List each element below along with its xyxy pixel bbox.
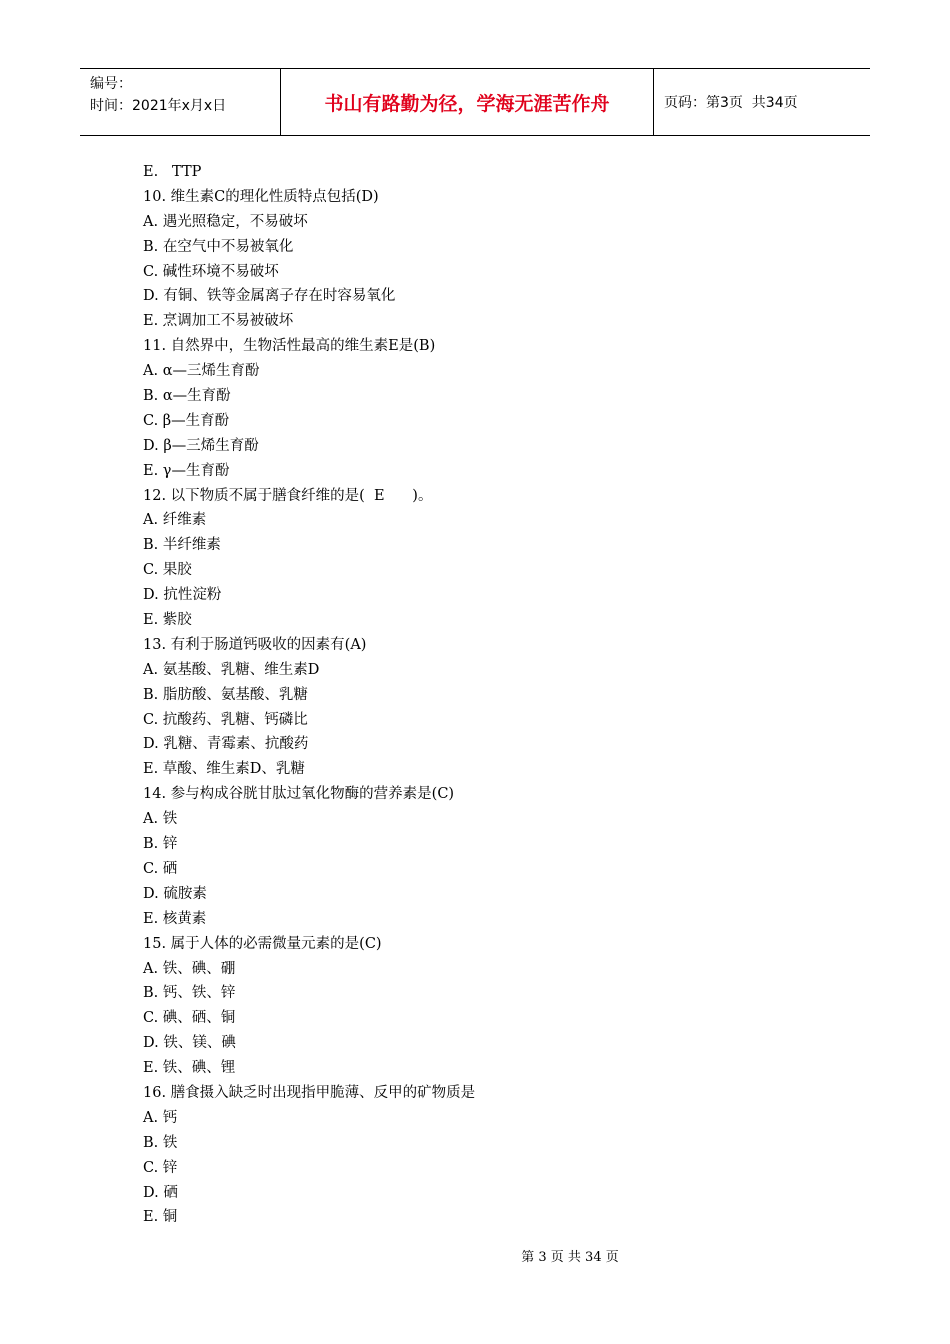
question-list xyxy=(143,160,843,1230)
answer-option: C. 硒 xyxy=(143,860,178,877)
answer-option: D. 抗性淀粉 xyxy=(143,587,222,604)
question-stem: 13. 有利于肠道钙吸收的因素有(A) xyxy=(143,636,367,653)
answer-option: E. 铁、碘、锂 xyxy=(143,1060,236,1077)
header-page-cell xyxy=(654,69,870,135)
answer-option: B. 在空气中不易被氧化 xyxy=(143,238,294,255)
answer-option: C. 锌 xyxy=(143,1159,178,1176)
document-date-label: 时间：2021年x月x日 xyxy=(90,98,227,114)
answer-option: B. α—生育酚 xyxy=(143,388,231,405)
question-stem: 12. 以下物质不属于膳食纤维的是( E )。 xyxy=(143,487,433,504)
question-stem: 16. 膳食摄入缺乏时出现指甲脆薄、反甲的矿物质是 xyxy=(143,1084,476,1101)
answer-option: B. 铁 xyxy=(143,1134,178,1151)
header-motto: 书山有路勤为径，学海无涯苦作舟 xyxy=(324,92,610,115)
question-stem: 15. 属于人体的必需微量元素的是(C) xyxy=(143,935,382,952)
answer-option: B. 锌 xyxy=(143,836,178,853)
answer-option: A. 铁、碘、硼 xyxy=(143,960,236,977)
question-stem: 11. 自然界中，生物活性最高的维生素E是(B) xyxy=(143,338,436,355)
answer-option: D. β—三烯生育酚 xyxy=(143,437,259,454)
header-page-number: 页码：第3页 共34页 xyxy=(664,95,798,111)
answer-option: C. 果胶 xyxy=(143,562,192,579)
answer-option: C. 碱性环境不易破坏 xyxy=(143,263,279,280)
answer-option: D. 铁、镁、碘 xyxy=(143,1035,236,1052)
answer-option: A. 氨基酸、乳糖、维生素D xyxy=(143,661,320,678)
answer-option: A. 遇光照稳定，不易破坏 xyxy=(143,213,308,230)
answer-option: B. 钙、铁、锌 xyxy=(143,985,236,1002)
answer-option: C. 碘、硒、铜 xyxy=(143,1010,236,1027)
page-header xyxy=(80,68,870,136)
answer-option: E. 紫胶 xyxy=(143,612,192,629)
answer-option: A. α—三烯生育酚 xyxy=(143,363,260,380)
answer-option: D. 硫胺素 xyxy=(143,885,207,902)
answer-option: E. TTP xyxy=(143,164,202,180)
answer-option: C. β—生育酚 xyxy=(143,412,230,429)
answer-option: A. 钙 xyxy=(143,1109,178,1126)
answer-option: D. 乳糖、青霉素、抗酸药 xyxy=(143,736,309,753)
answer-option: C. 抗酸药、乳糖、钙磷比 xyxy=(143,711,308,728)
header-motto-cell xyxy=(281,69,654,135)
answer-option: B. 脂肪酸、氨基酸、乳糖 xyxy=(143,686,308,703)
answer-option: E. γ—生育酚 xyxy=(143,462,230,479)
answer-option: E. 核黄素 xyxy=(143,910,207,927)
answer-option: B. 半纤维素 xyxy=(143,537,221,554)
question-stem: 10. 维生素C的理化性质特点包括(D) xyxy=(143,188,379,205)
answer-option: E. 草酸、维生素D、乳糖 xyxy=(143,761,305,778)
document-number-label: 编号： xyxy=(90,76,132,92)
question-stem: 14. 参与构成谷胱甘肽过氧化物酶的营养素是(C) xyxy=(143,786,455,803)
answer-option: A. 铁 xyxy=(143,811,178,828)
answer-option: D. 有铜、铁等金属离子存在时容易氧化 xyxy=(143,288,396,305)
header-info-cell xyxy=(80,69,281,135)
answer-option: E. 烹调加工不易被破坏 xyxy=(143,313,294,330)
answer-option: E. 铜 xyxy=(143,1209,178,1226)
answer-option: A. 纤维素 xyxy=(143,512,207,529)
page-footer: 第 3 页 共 34 页 xyxy=(521,1250,619,1265)
answer-option: D. 硒 xyxy=(143,1184,178,1201)
